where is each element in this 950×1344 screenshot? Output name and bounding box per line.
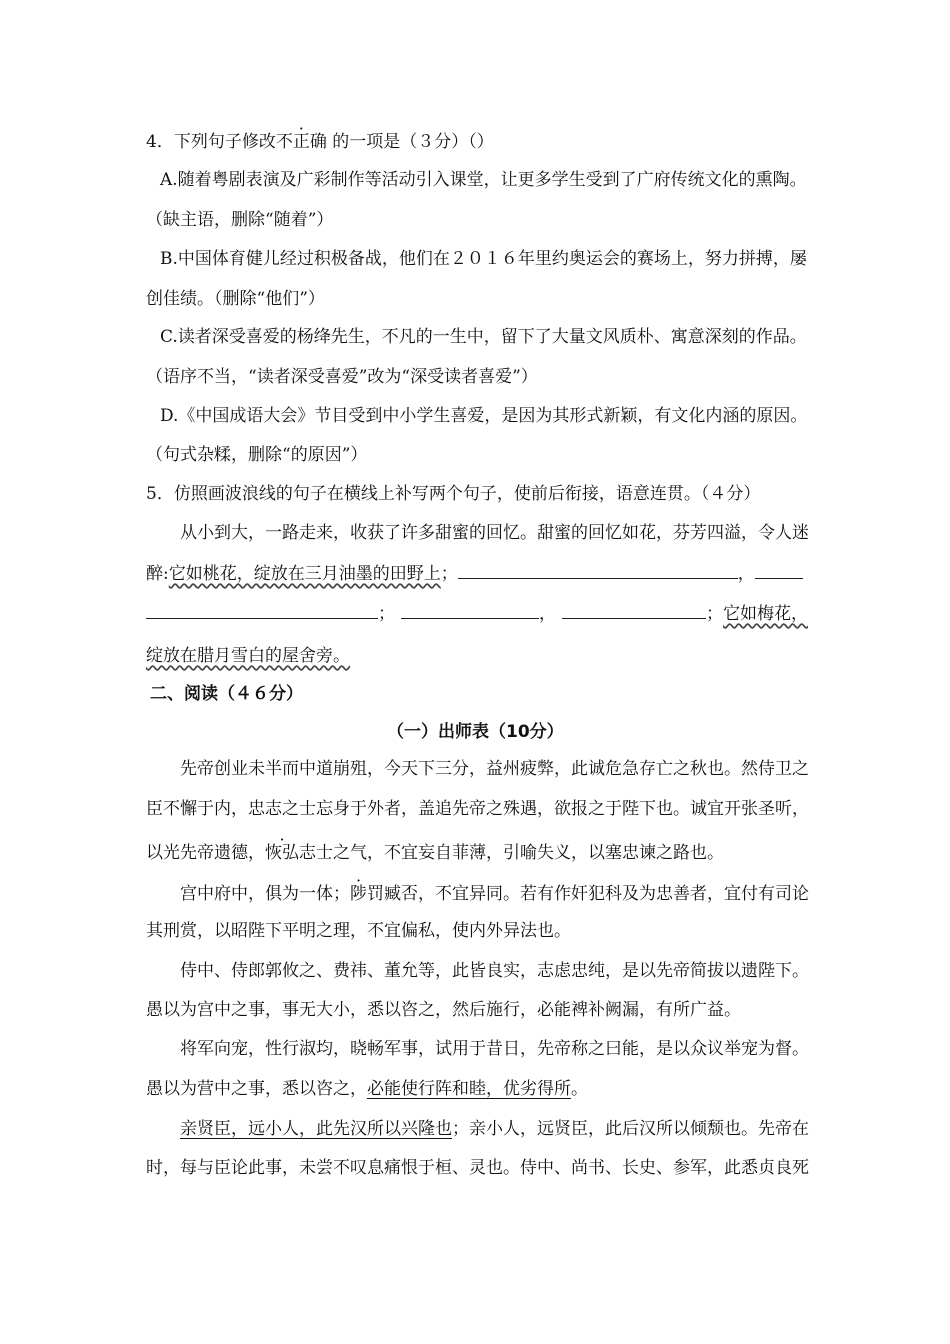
question-5-paragraph: 从小到大，一路走来，收获了许多甜蜜的回忆。甜蜜的回忆如花，芬芳四溢，令人迷 — [180, 523, 809, 543]
passage-line: 先帝创业未半而中道崩殂，今天下三分，益州疲弊，此诚危急存亡之秋也。然侍卫之 — [180, 759, 809, 779]
wavy-underlined-sentence: 它如桃花，绽放在三月油墨的田野上 — [168, 564, 441, 584]
passage-line: 其刑赏，以昭陛下平明之理，不宜偏私，使内外异法也。 — [146, 921, 571, 941]
option-d: D.《中国成语大会》节目受到中小学生喜爱，是因为其形式新颖，有文化内涵的原因。 — [160, 406, 808, 426]
passage-line: 愚以为宫中之事，事无大小，悉以咨之，然后施行，必能裨补阙漏，有所广益。 — [146, 1000, 741, 1020]
section-heading: 二、阅读（４６分） — [150, 684, 303, 704]
answer-blank-2-end[interactable] — [146, 602, 378, 619]
answer-blank-4[interactable] — [562, 602, 706, 619]
passage-line: 臣不懈于内，忠志之士忘身于外者，盖追先帝之殊遇，欲报之于陛下也。诚宜开张圣听， — [146, 799, 809, 819]
question-4-stem: 4．下列句子修改不正确 的一项是（３分）（） — [146, 132, 494, 152]
passage-line: 愚以为营中之事，悉以咨之，必能使行阵和睦，优劣得所。 — [146, 1079, 588, 1099]
passage-line: 宫中府中，俱为一体；陟罚臧否，不宜异同。若有作奸犯科及为忠善者，宜付有司论 — [180, 884, 809, 904]
option-b: B.中国体育健儿经过积极备战，他们在２０１６年里约奥运会的赛场上，努力拼搏，屡 — [160, 249, 807, 269]
passage-line: 以光先帝遗德，恢弘志士之气，不宜妄自菲薄，引喻失义，以塞忠谏之路也。 — [146, 843, 724, 863]
answer-blank-3[interactable] — [401, 602, 539, 619]
question-5-line-4 — [146, 645, 350, 667]
wavy-underlined-sentence-2: 它如梅花， — [723, 604, 808, 624]
option-c: C.读者深受喜爱的杨绛先生，不凡的一生中，留下了大量文风质朴、寓意深刻的作品。 — [160, 327, 807, 347]
emphasis-dots: 恢弘 — [265, 843, 299, 863]
passage-line: 侍中、侍郎郭攸之、费祎、董允等，此皆良实，志虑忠纯，是以先帝简拔以遗陛下。 — [180, 961, 809, 981]
underlined-sentence: 必能使行阵和睦，优劣得所 — [367, 1079, 571, 1099]
wavy-underlined-sentence-2-end: 绽放在腊月雪白的屋舍旁。 — [146, 646, 350, 666]
option-a: A.随着粤剧表演及广彩制作等活动引入课堂，让更多学生受到了广府传统文化的熏陶。 — [160, 170, 807, 190]
question-5-line-3: ； ， ；它如梅花， — [146, 602, 808, 625]
question-5-line-2: 醉:它如桃花，绽放在三月油墨的田野上； ， — [146, 562, 803, 585]
passage-line: 时，每与臣论此事，未尝不叹息痛恨于桓、灵也。侍中、尚书、长史、参军，此悉贞良死 — [146, 1158, 809, 1178]
question-5-stem: 5．仿照画波浪线的句子在横线上补写两个句子，使前后衔接，语意连贯。（４分） — [146, 484, 761, 504]
passage-line: 将军向宠，性行淑均，晓畅军事，试用于昔日，先帝称之曰能，是以众议举宠为督。 — [180, 1039, 809, 1059]
emphasis-dots: 陟 — [350, 884, 367, 904]
option-d-note: （句式杂糅，删除“的原因”） — [146, 445, 368, 465]
passage-title: （一）出师表（10分） — [387, 722, 564, 742]
option-c-note: （语序不当，“读者深受喜爱”改为“深受读者喜爱”） — [146, 367, 538, 387]
underlined-sentence: 亲贤臣，远小人，此先汉所以兴隆也 — [180, 1119, 452, 1139]
answer-blank-2-start[interactable] — [755, 562, 803, 579]
option-a-note: （缺主语，删除“随着”） — [146, 210, 334, 230]
emphasis-dots: 不正确 — [275, 132, 327, 152]
option-b-note: 创佳绩。（删除“他们”） — [146, 289, 325, 309]
passage-line: 亲贤臣，远小人，此先汉所以兴隆也；亲小人，远贤臣，此后汉所以倾颓也。先帝在 — [180, 1119, 809, 1139]
answer-blank-1[interactable] — [458, 562, 738, 579]
